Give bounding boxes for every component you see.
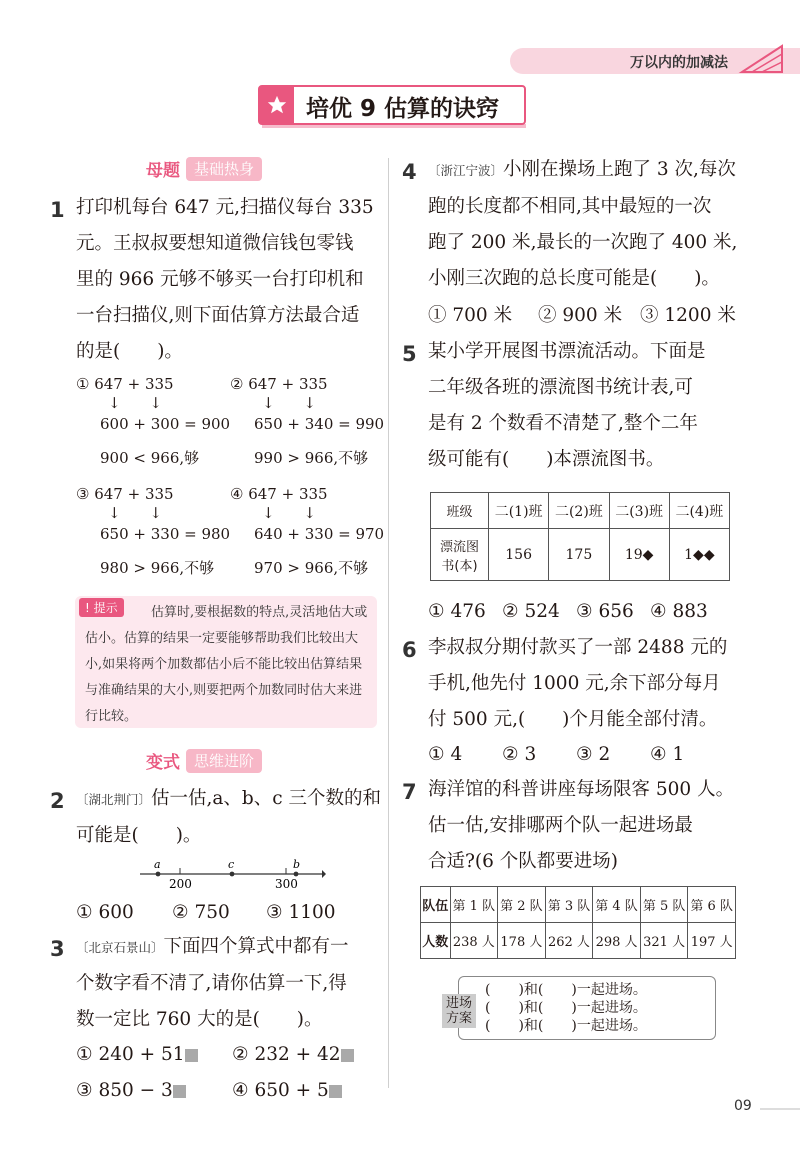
table-header: 二(1)班 [489,493,549,529]
table-header: 第 1 队 [450,887,498,923]
table-header: 二(2)班 [549,493,609,529]
table-cell: 197 人 [688,923,736,959]
label-a: a [154,858,161,871]
text-line: 跑了 200 米,最长的一次跑了 400 米, [428,232,738,253]
text-line: 下面四个算式中都有一 [163,936,349,957]
text-line: 小刚三次跑的总长度可能是( )。 [428,268,720,289]
question-number: 5 [402,342,417,366]
option-estimate: 600 + 300 = 900 [100,415,231,433]
text-line: 海洋馆的科普讲座每场限客 500 人。 [428,779,735,800]
hint-box [75,596,377,728]
lesson-title-box [258,85,526,125]
table-header: 二(3)班 [609,493,669,529]
section-label: 母题 [146,161,180,181]
q1-option-1[interactable] [76,373,230,469]
text-line: 跑的长度都不相同,其中最短的一次 [428,196,712,217]
column-divider [388,158,389,1088]
plan-line[interactable]: ( )和( )一起进场。 [485,1000,647,1016]
q2-option-2[interactable]: ② 750 [172,902,230,923]
section-label: 变式 [146,753,180,773]
table-cell: 262 人 [545,923,593,959]
text-line: 的是( )。 [76,341,183,362]
text-line: 数一定比 760 大的是( )。 [76,1009,323,1030]
arrows: ↓ ↓ [108,504,162,522]
source-tag: 〔湖北荆门〕 [76,792,152,807]
q5-option-1[interactable]: ① 476 [428,601,486,622]
q6-option-4[interactable]: ④ 1 [650,744,685,765]
question-7-text [428,772,768,880]
table-header: 二(4)班 [669,493,729,529]
question-5-text [428,334,758,478]
q4-option-2[interactable]: ② 900 米 [538,305,623,326]
text-line: 可能是( )。 [76,825,202,846]
table-cell: 175 [549,529,609,581]
option-estimate: 650 + 330 = 980 [100,525,231,543]
option-estimate: 640 + 330 = 970 [254,525,385,543]
question-2-text [76,781,386,854]
chapter-tab [510,48,800,74]
q2-option-1[interactable]: ① 600 [76,902,134,923]
table-header: 第 6 队 [688,887,736,923]
blurred-digit [185,1049,198,1062]
text-line: 二年级各班的漂流图书统计表,可 [428,377,693,398]
blurred-digit [329,1085,342,1098]
table-cell: 321 人 [640,923,688,959]
table-header: 第 2 队 [498,887,546,923]
arrows: ↓ ↓ [108,394,162,412]
blurred-digit [173,1085,186,1098]
point-a [156,872,161,877]
text-line: 是有 2 个数看不清楚了,整个二年 [428,413,698,434]
table-cell: 298 人 [593,923,641,959]
text-line: 级可能有( )本漂流图书。 [428,449,665,470]
text-line: 付 500 元,( )个月能全部付清。 [428,709,718,730]
q6-option-3[interactable]: ③ 2 [576,744,611,765]
book-table [430,492,730,581]
team-table [420,886,736,959]
option-expr: ① 647 + 335 [76,375,174,393]
star-icon [266,94,288,116]
section-tag: 基础热身 [186,157,262,181]
page-number: 09 [734,1098,752,1114]
question-3-text [76,929,388,1038]
label-c: c [228,858,235,871]
question-6-text [428,630,758,738]
option-compare: 900 < 966,够 [100,449,200,467]
text-line: 手机,他先付 1000 元,余下部分每月 [428,673,721,694]
source-tag: 〔浙江宁波〕 [428,163,504,178]
tick-200: 200 [169,877,192,891]
q1-option-3[interactable] [76,483,230,579]
option-compare: 980 > 966,不够 [100,559,215,577]
table-cell: 19◆ [609,529,669,581]
q1-option-4[interactable] [230,483,384,579]
text-line: 某小学开展图书漂流活动。下面是 [428,341,706,362]
q3-option-1[interactable]: ① 240 + 51 [76,1037,198,1073]
table-header: 第 4 队 [593,887,641,923]
star-badge [260,87,294,123]
q6-option-1[interactable]: ① 4 [428,744,463,765]
point-c [230,872,235,877]
question-number: 7 [402,780,417,804]
blurred-digit [341,1049,354,1062]
question-number: 6 [402,638,417,662]
table-cell: 238 人 [450,923,498,959]
table-header: 第 3 队 [545,887,593,923]
q4-option-3[interactable]: ③ 1200 米 [640,305,736,326]
section-variant [146,748,262,774]
hint-text: 估算时,要根据数的特点,灵活地估大或估小。估算的结果一定要能够帮助我们比较出大小,如果将两个加数都估小后不能比较出估算结果与准确结果的大小,则要把两个加数同时估大来进行比较。 [85,605,368,724]
hint-label: ! 提示 [79,598,124,617]
table-row-label: 人数 [421,923,451,959]
number-line [136,858,326,892]
q2-option-3[interactable]: ③ 1100 [266,902,336,923]
chapter-title: 万以内的加减法 [630,55,728,71]
page-line [760,1108,800,1110]
arrows: ↓ ↓ [262,504,316,522]
question-4-text [428,152,758,297]
q5-option-4[interactable]: ④ 883 [650,601,708,622]
q1-option-2[interactable] [230,373,384,469]
table-header: 班级 [431,493,489,529]
q5-option-2[interactable]: ② 524 [502,601,560,622]
text-line: 一台扫描仪,则下面估算方法最合适 [76,305,360,326]
q5-option-3[interactable]: ③ 656 [576,601,634,622]
question-number: 3 [50,937,65,961]
table-header: 第 5 队 [640,887,688,923]
label-b: b [293,858,301,871]
lesson-title: 培优 9 估算的诀窍 [306,96,500,122]
option-expr: ④ 647 + 335 [230,485,328,503]
table-row-label: 漂流图书(本) [431,529,489,581]
tick-300: 300 [275,877,298,891]
question-number: 1 [50,198,65,222]
plan-box [458,976,716,1040]
plan-label: 进场方案 [442,994,476,1028]
text-line: 小刚在操场上跑了 3 次,每次 [503,159,736,180]
text-line: 李叔叔分期付款买了一部 2488 元的 [428,637,728,658]
table-cell: 178 人 [498,923,546,959]
plan-lines [485,981,647,1035]
question-number: 4 [402,160,417,184]
q3-option-2[interactable]: ② 232 + 42 [232,1037,354,1073]
point-b [294,872,299,877]
text-line: 合适?(6 个队都要进场) [428,851,619,872]
option-compare: 990 > 966,不够 [254,449,369,467]
source-tag: 〔北京石景山〕 [76,940,164,955]
text-line: 里的 966 元够不够买一台打印机和 [76,269,364,290]
option-estimate: 650 + 340 = 990 [254,415,385,433]
arrows: ↓ ↓ [262,394,316,412]
table-cell: 1◆◆ [669,529,729,581]
q3-option-3[interactable]: ③ 850 − 3 [76,1073,186,1109]
plan-line[interactable]: ( )和( )一起进场。 [485,982,647,998]
ruler-icon [738,42,786,74]
option-expr: ② 647 + 335 [230,375,328,393]
table-header: 队伍 [421,887,451,923]
section-mother [146,156,262,182]
section-tag: 思维进阶 [186,749,262,773]
text-line: 元。王叔叔要想知道微信钱包零钱 [76,233,354,254]
q3-option-4[interactable]: ④ 650 + 5 [232,1073,342,1109]
question-number: 2 [50,789,65,813]
table-cell: 156 [489,529,549,581]
text-line: 估一估,安排哪两个队一起进场最 [428,815,693,836]
option-compare: 970 > 966,不够 [254,559,369,577]
option-expr: ③ 647 + 335 [76,485,174,503]
q6-option-2[interactable]: ② 3 [502,744,537,765]
q4-option-1[interactable]: ① 700 米 [428,305,513,326]
text-line: 打印机每台 647 元,扫描仪每台 335 [76,197,374,218]
text-line: 估一估,a、b、c 三个数的和 [151,788,382,809]
text-line: 个数字看不清了,请你估算一下,得 [76,973,347,994]
question-1-text [76,190,386,370]
plan-line[interactable]: ( )和( )一起进场。 [485,1018,647,1034]
